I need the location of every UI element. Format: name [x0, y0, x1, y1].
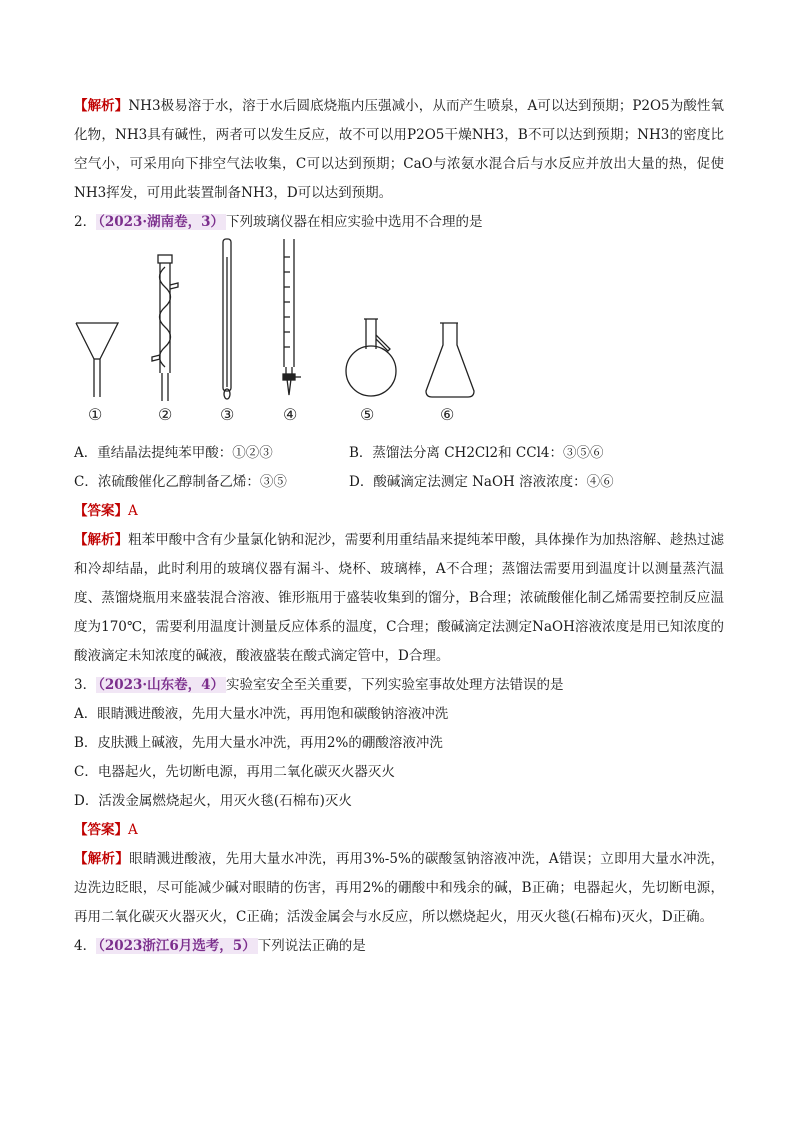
- analysis-text: NH3极易溶于水，溶于水后圆底烧瓶内压强减小，从而产生喷泉，A可以达到预期；P2O5为酸性氧化物，NH3具有碱性，两者可以发生反应，故不可以用P2O5干燥NH3，B不可以达到预期；NH3的密度比空气小，可采用向下排空气法收集，C可以达到预期；CaO与浓氨水混合后与水反应并放出大量的热，促使NH3挥发，可用此装置制备NH3，D可以达到预期。: [74, 98, 724, 201]
- question-source: （2023·山东卷，4）: [98, 677, 225, 693]
- answer-q2: [74, 497, 724, 526]
- option-a: A．重结晶法提纯苯甲酸：①②③: [74, 445, 273, 461]
- document-page: [74, 92, 724, 961]
- question-number: 3．: [74, 677, 97, 693]
- question-text: 下列玻璃仪器在相应实验中选用不合理的是: [226, 214, 483, 230]
- thermometer-icon: [223, 239, 231, 399]
- option-b: B．皮肤溅上碱液，先用大量水冲洗，再用2%的硼酸溶液冲洗: [74, 735, 443, 751]
- analysis-tag: 【解析】: [74, 532, 129, 548]
- question-number: 4．: [74, 938, 97, 954]
- glassware-figure: [74, 237, 724, 439]
- option-c: C．电器起火，先切断电源，再用二氧化碳灭火器灭火: [74, 764, 395, 780]
- distillation-flask-icon: [346, 319, 396, 396]
- question-text: 下列说法正确的是: [257, 938, 366, 954]
- analysis-tag: 【解析】: [74, 98, 129, 114]
- label-6: ⑥: [440, 405, 455, 424]
- question-source: （2023浙江6月选考，5）: [98, 938, 256, 954]
- analysis-tag: 【解析】: [74, 851, 130, 867]
- analysis-text: 眼睛溅进酸液，先用大量水冲洗，再用3%-5%的碳酸氢钠溶液冲洗，A错误；立即用大量水冲洗，边洗边眨眼，尽可能减少碱对眼睛的伤害，再用2%的硼酸中和残余的碱，B正确；电器起火，先切断电源，再用二氧化碳灭火器灭火，C正确；活泼金属会与水反应，所以燃烧起火，用灭火毯(石棉布)灭火，D正确。: [74, 851, 724, 925]
- burette-icon: [283, 239, 301, 395]
- condenser-icon: [152, 255, 178, 401]
- label-2: ②: [158, 405, 173, 424]
- option-c: C．浓硫酸催化乙醇制备乙烯：③⑤: [74, 474, 287, 490]
- question-3-stem: [74, 671, 724, 700]
- question-text: 实验室安全至关重要，下列实验室事故处理方法错误的是: [226, 677, 564, 693]
- analysis-q1: [74, 92, 724, 208]
- question-4-stem: [74, 932, 724, 961]
- option-d: D．活泼金属燃烧起火，用灭火毯(石棉布)灭火: [74, 793, 352, 809]
- answer-tag: 【答案】: [74, 503, 128, 519]
- label-4: ④: [283, 405, 298, 424]
- option-d: D．酸碱滴定法测定 NaOH 溶液浓度：④⑥: [349, 474, 614, 490]
- answer-value: A: [128, 822, 138, 838]
- question-source: （2023·湖南卷，3）: [98, 214, 225, 230]
- analysis-q2: [74, 526, 724, 671]
- answer-q3: [74, 816, 724, 845]
- option-b: B．蒸馏法分离 CH2Cl2和 CCl4：③⑤⑥: [349, 445, 604, 461]
- analysis-text: 粗苯甲酸中含有少量氯化钠和泥沙，需要利用重结晶来提纯苯甲酸，具体操作为加热溶解、趁热过滤和冷却结晶，此时利用的玻璃仪器有漏斗、烧杯、玻璃棒，A不合理；蒸馏法需要用到温度计以测量蒸汽温度、蒸馏烧瓶用来盛装混合溶液、锥形瓶用于盛装收集到的馏分，B合理；浓硫酸催化制乙烯需要控制反应温度为170℃，需要利用温度计测量反应体系的温度，C合理；酸碱滴定法测定NaOH溶液浓度是用已知浓度的酸液滴定未知浓度的碱液，酸液盛装在酸式滴定管中，D合理。: [74, 532, 725, 664]
- options-row-ab: [74, 439, 724, 468]
- answer-value: A: [128, 503, 138, 519]
- options-row-cd: [74, 468, 724, 497]
- erlenmeyer-flask-icon: [426, 323, 474, 397]
- answer-tag: 【答案】: [74, 822, 128, 838]
- question-number: 2．: [74, 214, 97, 230]
- analysis-q3: [74, 845, 724, 932]
- label-5: ⑤: [360, 405, 375, 424]
- question-2-stem: [74, 208, 724, 237]
- option-a: A．眼睛溅进酸液，先用大量水冲洗，再用饱和碳酸钠溶液冲洗: [74, 706, 449, 722]
- label-1: ①: [88, 405, 103, 424]
- funnel-icon: [76, 323, 118, 397]
- label-3: ③: [220, 405, 235, 424]
